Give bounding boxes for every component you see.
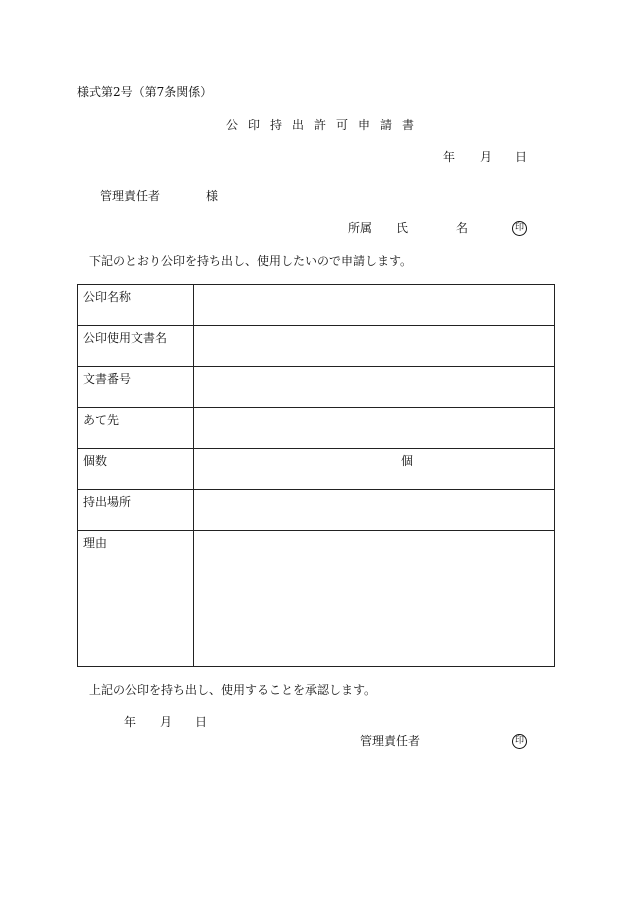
row-label: 公印名称 [78,285,194,325]
name-label-second: 名 [456,221,469,235]
count-unit: 個 [401,454,414,468]
table-row [78,407,554,448]
table-row [78,325,554,366]
date-month-label: 月 [480,150,493,164]
row-value-blank [194,367,554,407]
row-value-blank [194,490,554,530]
row-label: 個数 [78,449,194,489]
name-label-first: 氏 [396,221,409,235]
row-label: 公印使用文書名 [78,326,194,366]
row-label: 理由 [78,531,194,666]
table-row [78,489,554,530]
approval-text: 上記の公印を持ち出し、使用することを承認します。 [89,683,377,697]
applicant-seal-mark: 印 [512,221,527,236]
row-value-blank [194,326,554,366]
application-table [77,284,555,667]
document-title: 公印持出許可申請書 [226,118,425,132]
date-day-label: 日 [195,715,208,729]
addressee-label: 管理責任者 [100,189,161,203]
table-row [78,366,554,407]
form-number: 様式第2号（第7条関係） [77,85,213,99]
approver-label: 管理責任者 [360,734,421,748]
date-year-label: 年 [124,715,137,729]
row-label: 持出場所 [78,490,194,530]
row-label: あて先 [78,408,194,448]
row-value-blank [194,408,554,448]
date-month-label: 月 [160,715,173,729]
date-day-label: 日 [515,150,528,164]
row-value-blank [194,285,554,325]
row-value-count [194,449,554,489]
table-row [78,530,554,666]
row-label: 文書番号 [78,367,194,407]
addressee-suffix: 様 [206,189,219,203]
date-year-label: 年 [443,150,456,164]
table-row [78,448,554,489]
request-text: 下記のとおり公印を持ち出し、使用したいので申請します。 [89,254,413,268]
approver-seal-mark: 印 [512,734,527,749]
row-value-blank [194,531,554,666]
affiliation-label: 所属 [348,221,373,235]
table-row [78,285,554,325]
